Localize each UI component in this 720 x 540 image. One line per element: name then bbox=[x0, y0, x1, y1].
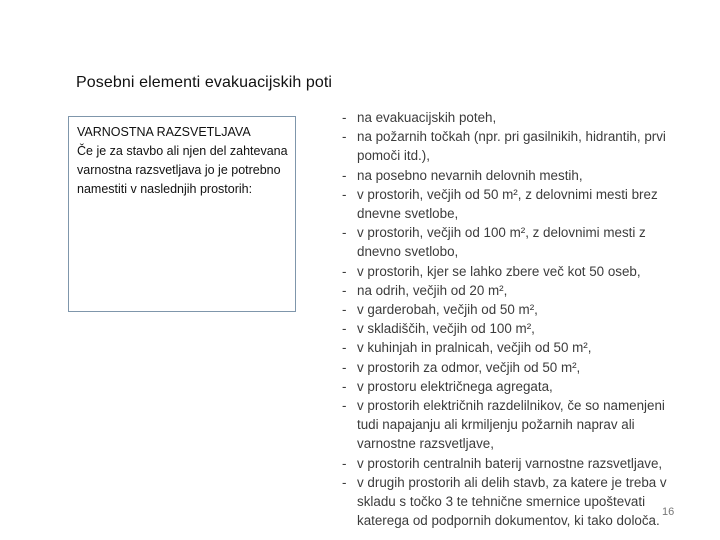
list-item bbox=[340, 166, 685, 185]
list-item-text: v drugih prostorih ali delih stavb, za katere je treba v skladu s točko 3 te tehnične smernice upoštevati katerega od podpornih dokumentov, ki tako določa. bbox=[357, 474, 667, 529]
list-item bbox=[340, 338, 685, 357]
bullet-dash: - bbox=[342, 455, 347, 471]
list-item bbox=[340, 262, 685, 281]
list-item bbox=[340, 127, 685, 165]
list-item bbox=[340, 396, 685, 454]
list-item-text: v prostoru električnega agregata, bbox=[357, 378, 553, 394]
bullet-dash: - bbox=[342, 359, 347, 375]
bullet-dash: - bbox=[342, 167, 347, 183]
list-item bbox=[340, 377, 685, 396]
list-item-text: na evakuacijskih poteh, bbox=[357, 110, 497, 125]
list-item bbox=[340, 300, 685, 319]
list-item-text: v kuhinjah in pralnicah, večjih od 50 m², bbox=[357, 340, 592, 356]
list-item bbox=[340, 454, 685, 473]
bullet-dash: - bbox=[342, 186, 347, 202]
requirements-list bbox=[340, 108, 685, 530]
bullet-dash: - bbox=[342, 474, 347, 490]
list-item-text: v prostorih za odmor, večjih od 50 m², bbox=[357, 359, 581, 375]
list-item-text: v prostorih električnih razdelilnikov, če so namenjeni tudi napajanju ali krmiljenju požarnih naprav ali varnostne razsvetljave, bbox=[357, 398, 665, 452]
list-item bbox=[340, 108, 685, 127]
list-item-text: na odrih, večjih od 20 m², bbox=[357, 282, 508, 298]
bullet-dash: - bbox=[342, 340, 347, 356]
list-item-text: v prostorih, večjih od 100 m², z delovnimi mesti z dnevno svetlobo, bbox=[357, 225, 646, 260]
list-item-text: v prostorih centralnih baterij varnostne razsvetljave, bbox=[357, 455, 663, 471]
list-item-text: na posebno nevarnih delovnih mestih, bbox=[357, 167, 583, 183]
box-heading: VARNOSTNA RAZSVETLJAVA bbox=[77, 125, 251, 139]
bullet-dash: - bbox=[342, 378, 347, 394]
list-item bbox=[340, 358, 685, 377]
bullet-dash: - bbox=[342, 321, 347, 337]
list-item-text: v skladiščih, večjih od 100 m², bbox=[357, 321, 535, 337]
page-number: 16 bbox=[662, 506, 675, 518]
bullet-dash: - bbox=[342, 110, 347, 125]
list-item bbox=[340, 281, 685, 300]
list-item-text: v garderobah, večjih od 50 m², bbox=[357, 302, 538, 318]
bullet-dash: - bbox=[342, 302, 347, 318]
slide-title: Posebni elementi evakuacijskih poti bbox=[76, 74, 333, 91]
bullet-dash: - bbox=[342, 282, 347, 298]
lighting-info-box bbox=[68, 116, 296, 312]
list-item bbox=[340, 223, 685, 261]
box-text: Če je za stavbo ali njen del zahtevana varnostna razsvetljava jo je potrebno namestiti v naslednjih prostorih: bbox=[77, 144, 288, 196]
list-item bbox=[340, 473, 685, 531]
bullet-dash: - bbox=[342, 225, 347, 241]
list-item-text: na požarnih točkah (npr. pri gasilnikih, hidrantih, prvi pomoči itd.), bbox=[357, 129, 666, 164]
list-item bbox=[340, 185, 685, 223]
list-item-text: v prostorih, večjih od 50 m², z delovnimi mesti brez dnevne svetlobe, bbox=[357, 186, 658, 222]
list-item bbox=[340, 319, 685, 338]
list-item-text: v prostorih, kjer se lahko zbere več kot 50 oseb, bbox=[357, 263, 641, 279]
bullet-dash: - bbox=[342, 129, 347, 145]
bullet-dash: - bbox=[342, 398, 347, 414]
bullet-dash: - bbox=[342, 263, 347, 279]
